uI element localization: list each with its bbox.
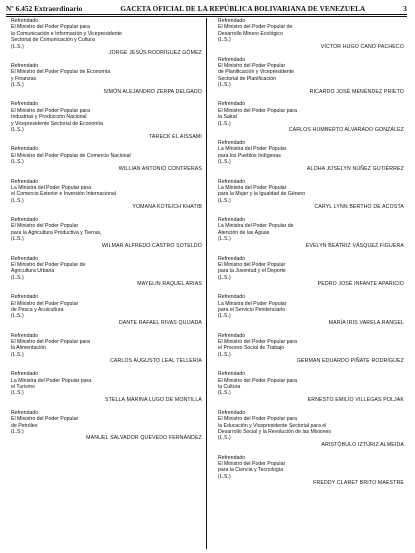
signer-name: ERNESTO EMILIO VILLEGAS POLJAK [307,396,404,403]
entry-text-line: para el Servicio Penitenciario [218,306,286,313]
entry-text-line: de Planificación y Vicepresidente [218,69,295,76]
entry-heading: Refrendado [218,18,246,24]
entry-text-line: para la Ciencia y Tecnología [218,467,284,474]
signer-name: FREDDY CLARET BRITO MAESTRE [313,480,404,487]
entry-text-line: El Ministro del Poder Popular para [218,339,298,346]
refrendo-entry [11,410,202,449]
entry-text-line: Sectorial de Planificación [218,75,276,82]
entry-heading: Refrendado [11,371,39,378]
signer-name: JORGE JESÚS RODRÍGUEZ GÓMEZ [108,50,202,57]
signer-name: VÍCTOR HUGO CANO PACHECO [320,43,404,50]
entry-heading: Refrendado [11,18,39,24]
signer-name: CARYL LYNN BERTHO DE ACOSTA [314,204,404,211]
entry-heading: Refrendado [11,62,39,69]
entry-heading: Refrendado [218,140,246,146]
entry-heading: Refrendado [11,332,39,339]
entry-text-line: El Ministro del Poder Popular para [11,107,91,114]
entry-text-line: (L.S.) [218,473,231,480]
entry-heading: Refrendado [218,178,246,185]
entry-text-line: Desarrollo Minero Ecológico [218,30,283,37]
entry-text-line: (L.S.) [218,313,231,320]
refrendo-entry [218,217,404,256]
right-column [218,18,404,549]
issue-number: Nº 6.452 Extraordinario [6,4,83,13]
entry-text-line: El Ministro del Poder Popular de [11,262,86,268]
signer-name: DANTE RAFAEL RIVAS QUIJADA [118,319,202,326]
entry-text-line: (L.S.) [11,82,24,89]
entry-text-line: El Ministro del Poder Popular [11,416,79,423]
entry-heading: Refrendado [218,409,246,416]
refrendo-entry [218,179,404,218]
entry-text-line: La Ministra del Poder Popular para [11,377,92,384]
entry-heading: Refrendado [218,294,246,301]
entry-text-line: Atención de las Aguas [218,229,270,236]
entry-heading: Refrendado [11,409,39,416]
entry-text-line: La Ministra del Poder Popular para [11,184,92,191]
entry-text-line: El Ministro del Poder Popular para [11,24,91,31]
entry-text-line: (L.S.) [218,197,231,204]
entry-text-line: el Proceso Social de Trabajo [218,345,285,352]
entry-text-line: El Ministro del Poder Popular para [218,107,298,114]
entry-text-line: el Comercio Exterior e Inversión Internacional [11,191,116,198]
entry-text-line: Sectorial de Comunicación y Cultura [11,37,95,44]
signer-name: PEDRO JOSÉ INFANTE APARICIO [317,281,404,288]
entry-text-line: (L.S.) [11,313,24,320]
entry-text-line: El Ministro del Poder Popular para [218,416,298,423]
entry-heading: Refrendado [218,371,246,378]
refrendo-entry [11,101,202,146]
entry-text-line: Industrias y Producción Nacional [11,114,87,121]
entry-text-line: (L.S.) [11,236,24,243]
entry-text-line: (L.S.) [11,159,24,166]
signer-name: SIMÓN ALEJANDRO ZERPA DELGADO [103,88,202,95]
refrendo-entry [11,333,202,372]
signer-name: MANUEL SALVADOR QUEVEDO FERNÁNDEZ [86,435,202,442]
signer-name: TARECK EL AISSAMI [149,133,202,140]
signer-name: STELLA MARINA LUGO DE MONTILLA [104,396,202,403]
signer-name: MARÍA IRIS VARELA RANGEL [328,319,404,326]
entry-text-line: (L.S.) [218,120,231,127]
entry-text-line: la Cultura [218,384,241,390]
refrendo-entry [11,371,202,410]
entry-heading: Refrendado [11,146,39,153]
refrendo-entry [218,140,404,179]
entry-text-line: (L.S.) [218,236,231,243]
refrendo-entry [11,294,202,333]
entry-text-line: la Salud [218,114,237,121]
entry-text-line: El Ministro del Poder Popular [11,300,79,307]
entry-text-line: (L.S.) [218,37,231,44]
entry-text-line: Agricultura Urbana [11,268,55,275]
entry-heading: Refrendado [218,217,246,224]
entry-text-line: (L.S.) [218,351,231,358]
entry-heading: Refrendado [218,255,246,262]
entry-text-line: (L.S.) [11,127,24,134]
entry-heading: Refrendado [218,56,246,63]
entry-text-line: (L.S.) [11,428,24,435]
entry-heading: Refrendado [218,454,246,461]
entry-heading: Refrendado [218,332,246,339]
entry-text-line: para la Agricultura Productiva y Tierras, [11,229,102,236]
signer-name: YOMANA KOTEICH KHATIB [132,204,202,211]
refrendo-entry [11,256,202,295]
entry-text-line: El Ministro del Poder Popular [218,262,286,268]
refrendo-entry [218,371,404,410]
entry-heading: Refrendado [218,101,246,108]
entry-text-line: El Ministro del Poder Popular [218,461,286,468]
entry-text-line: La Ministra del Poder Popular de [218,223,294,230]
refrendo-entry [11,217,202,256]
page-header [6,3,407,14]
publication-title: GACETA OFICIAL DE LA REPÚBLICA BOLIVARIANA DE VENEZUELA [120,4,366,13]
entry-text-line: para la Juventud y el Deporte [218,268,286,275]
entry-text-line: (L.S.) [218,159,231,166]
entry-heading: Refrendado [11,294,39,301]
refrendo-entry [218,57,404,102]
entry-text-line: El Ministro del Poder Popular de [218,24,293,31]
entry-text-line: El Ministro del Poder Popular de Comercio Nacional [11,152,131,159]
entry-text-line: (L.S.) [218,390,231,397]
entry-text-line: La Ministra del Poder Popular [218,184,287,191]
signer-name: WILMAR ALFREDO CASTRO SOTELDO [101,242,202,249]
entry-text-line: La Ministra del Poder Popular [218,146,287,153]
header-rule [6,14,407,15]
refrendo-entry [218,256,404,295]
refrendo-entry [11,146,202,178]
refrendo-entry [11,179,202,218]
entry-text-line: (L.S.) [11,43,24,50]
header-rule-thin [6,16,407,17]
entry-text-line: la Educación y Vicepresidente Sectorial para el [218,422,327,429]
entry-heading: Refrendado [11,217,39,224]
entry-text-line: y Finanzas [11,75,37,82]
signer-name: CARLOS AUGUSTO LEAL TELLERÍA [109,358,202,365]
refrendo-entry [218,455,404,494]
column-divider [206,18,207,549]
refrendo-entry [218,294,404,333]
entry-text-line: (L.S.) [11,390,24,397]
entry-text-line: de Petróleo [11,422,38,429]
signer-name: RICARDO JOSÉ MENÉNDEZ PRIETO [309,88,404,95]
entry-text-line: El Ministro del Poder Popular para [11,339,91,346]
entry-heading: Refrendado [11,178,39,185]
entry-text-line: (L.S.) [218,82,231,89]
entry-text-line: la Comunicación e Información y Vicepresidente [11,30,122,37]
signer-name: GERMAN EDUARDO PIÑATE RODRÍGUEZ [296,358,404,365]
entry-text-line: para los Pueblos Indígenas [218,152,281,159]
entry-text-line: la Alimentación [11,345,46,352]
entry-heading: Refrendado [11,101,39,108]
entry-text-line: El Ministro del Poder Popular [11,223,79,230]
entry-text-line: (L.S.) [218,435,231,442]
signer-name: MAYELIN RAQUEL ARIAS [137,281,202,288]
refrendo-entry [218,333,404,372]
refrendo-entry [218,410,404,455]
entry-text-line: el Turismo [11,384,35,390]
entry-text-line: El Ministro del Poder Popular [218,62,286,69]
entry-text-line: (L.S.) [11,351,24,358]
page-number: 3 [403,4,407,13]
entry-text-line: (L.S.) [218,274,231,281]
entry-text-line: Desarrollo Social y la Revolución de las Misiones [218,428,332,435]
signer-name: CARLOS HUMBERTO ALVARADO GONZÁLEZ [288,127,404,134]
entry-text-line: La Ministra del Poder Popular [218,300,287,307]
signer-name: ARISTÓBULO IZTÚRIZ ALMEIDA [321,441,404,448]
entry-text-line: para la Mujer y la Igualdad de Género [218,191,306,198]
left-column [11,18,202,549]
refrendo-entry [11,63,202,102]
entry-text-line: El Ministro del Poder Popular para [218,377,298,384]
entry-text-line: de Pesca y Acuicultura [11,306,64,313]
signer-name: EVELYN BEATRIZ VÁSQUEZ FIGUERA [305,242,404,249]
entry-text-line: y Vicepresidente Sectorial de Economía [11,120,103,127]
entry-text-line: El Ministro del Poder Popular de Economía [11,69,111,76]
entry-text-line: (L.S.) [11,197,24,204]
refrendo-entry [218,18,404,57]
refrendo-entry [11,18,202,63]
signer-name: ALOHA JOSELYN NÚÑEZ GUTIÉRREZ [306,165,404,172]
entry-text-line: (L.S.) [11,274,24,281]
entry-heading: Refrendado [11,255,39,262]
signer-name: WILLIAN ANTONIO CONTRERAS [118,165,202,172]
refrendo-entry [218,101,404,140]
